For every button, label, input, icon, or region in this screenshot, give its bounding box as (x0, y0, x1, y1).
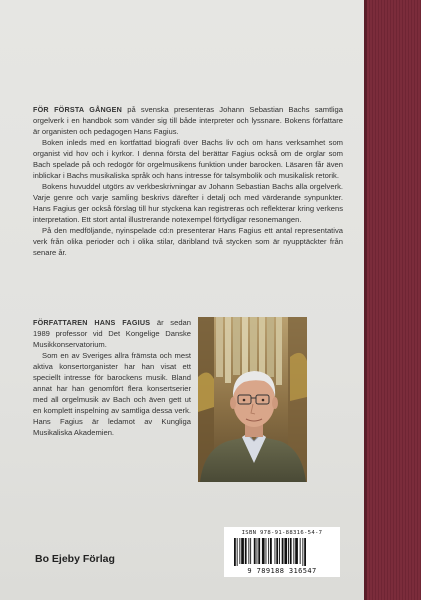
barcode-bar (290, 538, 292, 564)
author-p1-text: är sedan 1989 professor vid Det Kongelige Danske Musikkonservatorium. (33, 318, 191, 349)
publisher-name: Bo Ejeby Förlag (35, 553, 115, 565)
barcode-bar (293, 538, 294, 564)
barcode-bar (258, 538, 260, 564)
barcode-bar (288, 538, 289, 564)
barcode-bar (234, 538, 236, 566)
barcode-bar (295, 538, 298, 564)
author-bio (33, 317, 191, 438)
barcode-bar (279, 538, 280, 564)
blurb-paragraph-2: Boken inleds med en kortfattad biografi över Bachs liv och om hans verksamhet som organist vid hov och i kyrkor. I denna första del berättar Fagius också om de orglar som Bach spelade på och redogör för orgelmusikens funktion under barocken. Läsaren får även inblickar i Bachs musikaliska språk och hans intresse för talsymbolik och musikalisk retorik. (33, 138, 343, 180)
blurb-paragraph-4: På den medföljande, nyinspelade cd:n presenterar Hans Fagius ett antal representativa verk från olika perioder och i olika stilar, däribland två stycken som är nyupptäckter från senare år. (33, 226, 343, 257)
barcode-digits: 9 789188 316547 (247, 567, 317, 575)
portrait-illustration (198, 317, 307, 482)
barcode-bar (276, 538, 278, 564)
author-paragraph-1 (33, 317, 191, 350)
barcode-bar (248, 538, 249, 564)
isbn-label: ISBN 978-91-88316-54-7 (241, 530, 323, 536)
barcode-bar (254, 538, 256, 564)
barcode-bar (241, 538, 244, 564)
barcode-bar (268, 538, 269, 564)
barcode-bar (245, 538, 247, 564)
barcode-bars (232, 538, 332, 566)
blurb-p1-text: på svenska presenteras Johann Sebastian Bachs samtliga orgelverk i en handbok som vänder sig till både interpreter och lyssnare. Bokens författare är organisten och pedagogen Hans Fagius. (33, 105, 343, 136)
barcode-bar (275, 538, 276, 564)
barcode-bar (304, 538, 306, 566)
blurb-lead: FÖR FÖRSTA GÅNGEN (33, 105, 123, 114)
author-paragraph-2: Som en av Sveriges allra främsta och mest aktiva konsertorganister har han visat ett speciellt intresse för barockens musik. Bland annat har han genomfört flera konsertserier med all orgelmusik av Bach och även gett ut en komplett inspelning av samtliga dessa verk. Hans Fagius är ledamot av Kungliga Musikaliska Akademien. (33, 351, 191, 437)
description-blurb (33, 104, 343, 258)
blurb-paragraph-1 (33, 104, 343, 137)
barcode-bar (250, 538, 251, 564)
barcode-bar (270, 538, 272, 564)
barcode-bar (300, 538, 301, 564)
barcode-bar (284, 538, 287, 564)
barcode-bar (257, 538, 258, 564)
author-portrait-photo (198, 317, 307, 482)
book-spine (364, 0, 421, 600)
barcode-bar (302, 538, 303, 566)
barcode (224, 527, 340, 577)
barcode-bar (266, 538, 267, 564)
barcode-bar (239, 538, 240, 564)
barcode-bar (282, 538, 284, 564)
blurb-paragraph-3: Bokens huvuddel utgörs av verkbeskrivningar av Johann Sebastian Bachs alla orgelverk. Varje genre och varje samling beskrivs därefter i detalj och med värderande synpunkter. Hans Fagius ger också förslag till hur styckena kan registreras och reflekterar kring verkens interpretation. Ett stort antal illustrerande notexempel förtydligar resonemangen. (33, 182, 343, 224)
barcode-bar (237, 538, 238, 566)
author-lead: FÖRFATTAREN HANS FAGIUS (33, 318, 151, 327)
barcode-bar (262, 538, 265, 564)
